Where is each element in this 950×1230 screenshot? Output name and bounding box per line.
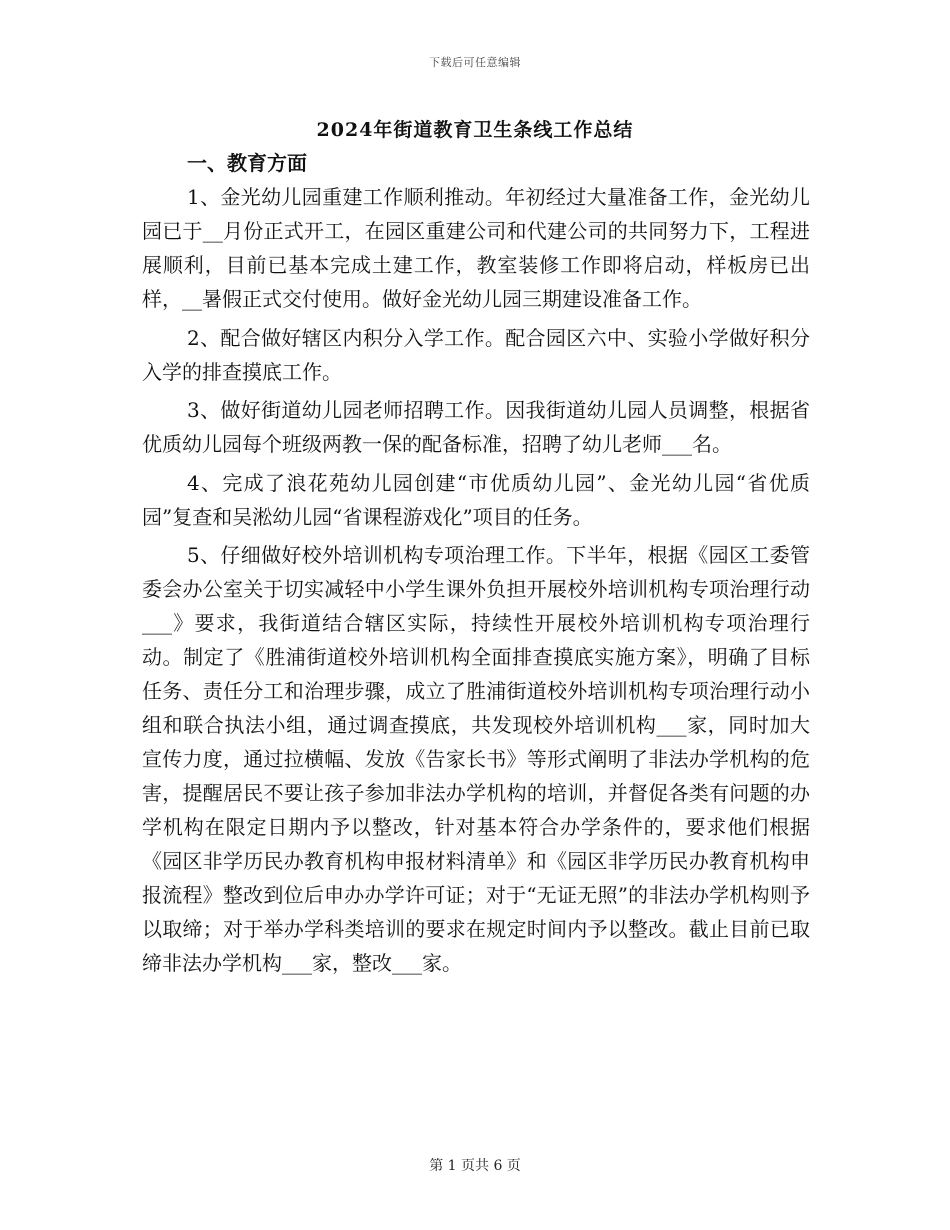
- header-note: 下载后可任意编辑: [429, 56, 521, 69]
- page-number-footer: 第 1 页共 6 页: [429, 1158, 521, 1174]
- paragraph-4: 4、完成了浪花苑幼儿园创建“市优质幼儿园”、金光幼儿园“省优质园”复查和吴淞幼儿园“省课程游戏化”项目的任务。: [142, 470, 810, 529]
- section-heading: 一、教育方面: [187, 151, 307, 175]
- paragraph-2: 2、配合做好辖区内积分入学工作。配合园区六中、实验小学做好积分入学的排查摸底工作。: [142, 325, 810, 384]
- paragraph-5: 5、仔细做好校外培训机构专项治理工作。下半年，根据《园区工委管委会办公室关于切实减轻中小学生课外负担开展校外培训机构专项治理行动___》要求，我街道结合辖区实际，持续性开展校外培训机构专项治理行动。制定了《胜浦街道校外培训机构全面排查摸底实施方案》，明确了目标任务、责任分工和治理步骤，成立了胜浦街道校外培训机构专项治理行动小组和联合执法小组，通过调查摸底，共发现校外培训机构___家，同时加大宣传力度，通过拉横幅、发放《告家长书》等形式阐明了非法办学机构的危害，提醒居民不要让孩子参加非法办学机构的培训，并督促各类有问题的办学机构在限定日期内予以整改，针对基本符合办学条件的，要求他们根据《园区非学历民办教育机构申报材料清单》和《园区非学历民办教育机构申报流程》整改到位后申办办学许可证；对于“无证无照”的非法办学机构则予以取缔；对于举办学科类培训的要求在规定时间内予以整改。截止目前已取缔非法办学机构___家，整改___家。: [142, 543, 810, 975]
- document-title: 2024年街道教育卫生条线工作总结: [316, 119, 634, 141]
- paragraph-1: 1、金光幼儿园重建工作顺利推动。年初经过大量准备工作，金光幼儿园已于__月份正式开工，在园区重建公司和代建公司的共同努力下，工程进展顺利，目前已基本完成土建工作，教室装修工作即将启动，样板房已出样，__暑假正式交付使用。做好金光幼儿园三期建设准备工作。: [142, 185, 810, 311]
- paragraph-3: 3、做好街道幼儿园老师招聘工作。因我街道幼儿园人员调整，根据省优质幼儿园每个班级两教一保的配备标准，招聘了幼儿老师___名。: [142, 398, 810, 456]
- document-body: [142, 146, 810, 985]
